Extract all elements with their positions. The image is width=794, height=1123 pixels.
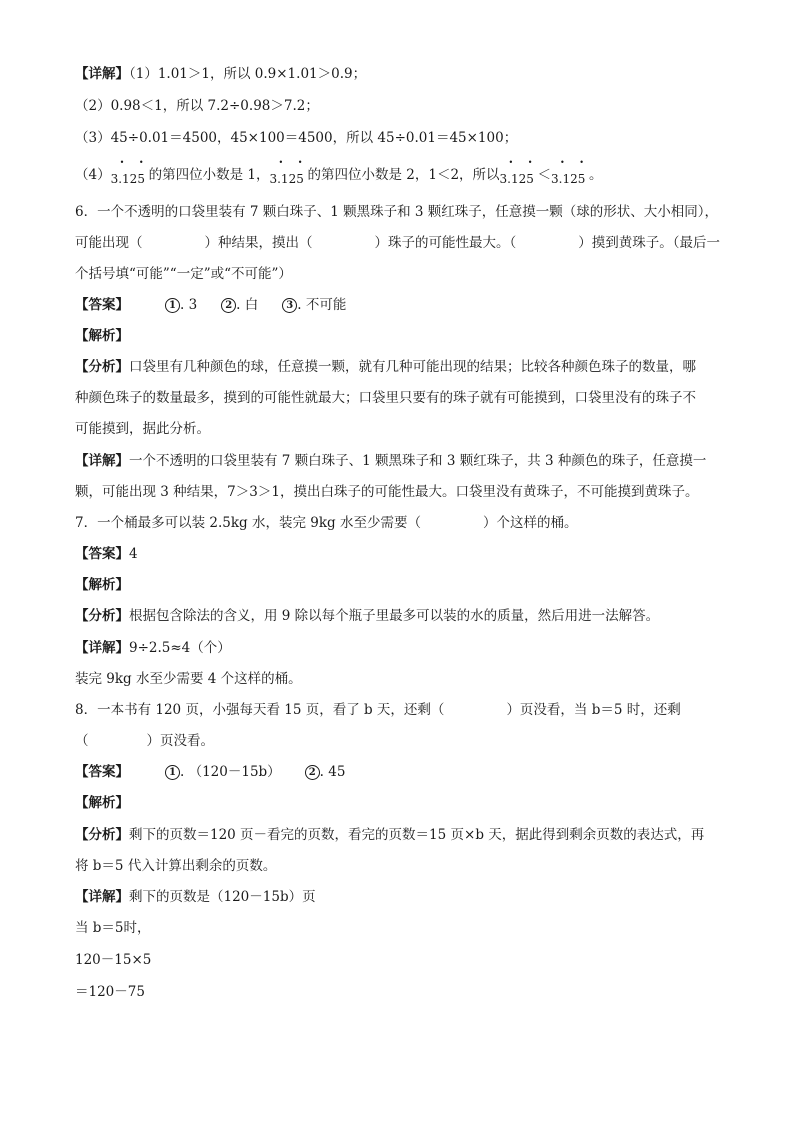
text-segment: 。: [589, 167, 603, 183]
text-segment: ＜: [537, 167, 552, 183]
q7-stem: [75, 513, 577, 533]
q7-analysis: [75, 606, 659, 626]
text-segment: ）个这样的桶。: [482, 515, 578, 531]
detail-line-2: （2）0.98＜1，所以 7.2÷0.98＞7.2；: [75, 98, 319, 114]
q8-stem-1: [75, 700, 681, 720]
q6-analysis-1: [75, 357, 696, 377]
text-segment: ）种结果，摸出（: [204, 235, 313, 251]
detail-tag: 【详解】: [75, 640, 129, 656]
repeat-dots: • •: [560, 158, 591, 167]
q8-analysis-1: [75, 825, 704, 845]
q6-analysis-heading: 【解析】: [75, 328, 129, 344]
repeat-dots: • •: [508, 158, 539, 167]
repeating-decimal: [499, 158, 539, 186]
analysis-tag: 【分析】: [75, 827, 129, 843]
detail-text: 9÷2.5≈4（个）: [129, 640, 231, 656]
decimal-value: 3.125: [110, 172, 145, 186]
answer-tag: 【答案】: [75, 297, 129, 313]
analysis-tag: 【分析】: [75, 359, 129, 375]
text-segment: ）珠子的可能性最大。（: [374, 235, 517, 251]
q8-analysis-2: 将 b＝5 代入计算出剩余的页数。: [75, 858, 277, 874]
q8-calc-2: 120－15×5: [75, 952, 152, 968]
q7-analysis-heading: 【解析】: [75, 577, 129, 593]
answer-item: . 3: [180, 297, 198, 313]
detail-line-1: [75, 64, 366, 84]
answer-tag: 【答案】: [75, 546, 129, 562]
text-segment: （4）: [75, 167, 111, 183]
decimal-value: 3.125: [499, 172, 534, 186]
q6-analysis-3: 可能摸到，据此分析。: [75, 421, 210, 437]
q8-calc-1: 当 b＝5时，: [75, 920, 151, 936]
repeat-dots: • •: [278, 158, 309, 167]
q7-detail: [75, 638, 231, 658]
analysis-text: 剩下的页数＝120 页－看完的页数，看完的页数＝15 页×b 天，据此得到剩余页数的表达式，再: [129, 827, 705, 843]
detail-text: 剩下的页数是（120－15b）页: [129, 889, 316, 905]
q6-detail-2: 颗，可能出现 3 种结果，7＞3＞1，摸出白珠子的可能性最大。口袋里没有黄珠子，不可能摸到黄珠子。: [75, 484, 699, 500]
repeating-decimal: [110, 158, 150, 186]
text-segment: ）页没看，当 b＝5 时，还剩: [506, 702, 681, 718]
analysis-text: 根据包含除法的含义，用 9 除以每个瓶子里最多可以装的水的质量，然后用进一法解答。: [129, 608, 660, 624]
text-segment: 的第四位小数是 2，1＜2，所以: [307, 167, 500, 183]
detail-line-4: [75, 158, 603, 186]
circled-number: 3: [282, 298, 297, 313]
repeat-dots: • •: [119, 158, 150, 167]
q6-stem-3: 个括号填“可能”“一定”或“不可能”）: [75, 266, 292, 282]
answer-item: . 45: [319, 764, 346, 780]
detail-tag: 【详解】: [75, 66, 129, 82]
detail-line-3: （3）45÷0.01＝4500，45×100＝4500，所以 45÷0.01＝45×100；: [75, 130, 518, 146]
repeating-decimal: [269, 158, 309, 186]
circled-number: 2: [305, 765, 320, 780]
analysis-tag: 【分析】: [75, 608, 129, 624]
repeating-decimal: [551, 158, 591, 186]
circled-number: 1: [165, 765, 180, 780]
answer-text: 4: [129, 546, 138, 562]
q6-stem-1: 6．一个不透明的口袋里装有 7 颗白珠子、1 颗黑珠子和 3 颗红珠子，任意摸一颗（球的形状、大小相同），: [75, 204, 719, 220]
text-segment: ）页没看。: [146, 733, 214, 749]
text-segment: 可能出现（: [75, 235, 143, 251]
q7-answer: [75, 544, 138, 564]
text-segment: ）摸到黄珠子。（最后一: [578, 235, 720, 251]
q8-stem-2: [75, 731, 214, 751]
answer-tag: 【答案】: [75, 764, 129, 780]
analysis-text: 口袋里有几种颜色的球，任意摸一颗，就有几种可能出现的结果；比较各种颜色珠子的数量，哪: [129, 359, 696, 375]
q7-conclusion: 装完 9kg 水至少需要 4 个这样的桶。: [75, 671, 302, 687]
q6-detail-1: [75, 451, 706, 471]
detail-text: 一个不透明的口袋里装有 7 颗白珠子、1 颗黑珠子和 3 颗红珠子，共 3 种颜色的珠子，任意摸一: [129, 453, 707, 469]
text-segment: 的第四位小数是 1，: [148, 167, 270, 183]
q8-detail: [75, 887, 316, 907]
q6-analysis-2: 种颜色珠子的数量最多，摸到的可能性就最大；口袋里只要有的珠子就有可能摸到，口袋里没有的珠子不: [75, 390, 696, 406]
answer-item: . 不可能: [297, 297, 347, 313]
q6-stem-2: [75, 233, 720, 253]
q6-answer: [75, 295, 346, 315]
q8-analysis-heading: 【解析】: [75, 795, 129, 811]
q8-calc-3: ＝120－75: [75, 984, 145, 1000]
detail-text: （1）1.01＞1，所以 0.9×1.01＞0.9；: [129, 66, 367, 82]
detail-tag: 【详解】: [75, 889, 129, 905]
circled-number: 1: [165, 298, 180, 313]
q8-answer: [75, 762, 345, 782]
answer-item: . （120－15b）: [180, 764, 281, 780]
answer-item: . 白: [236, 297, 259, 313]
circled-number: 2: [221, 298, 236, 313]
decimal-value: 3.125: [551, 172, 586, 186]
text-segment: 7．一个桶最多可以装 2.5kg 水，装完 9kg 水至少需要（: [75, 515, 421, 531]
detail-tag: 【详解】: [75, 453, 129, 469]
decimal-value: 3.125: [269, 172, 304, 186]
text-segment: （: [75, 733, 89, 749]
text-segment: 8．一本书有 120 页，小强每天看 15 页，看了 b 天，还剩（: [75, 702, 445, 718]
